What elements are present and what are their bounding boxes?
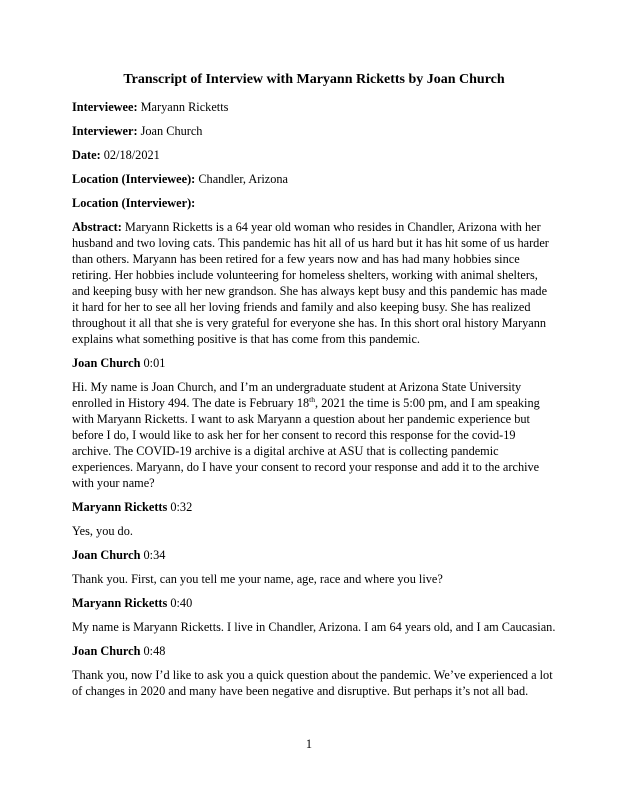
meta-label-location-interviewee: Location (Interviewee): <box>72 172 196 186</box>
speaker-name: Joan Church <box>72 644 141 658</box>
speaker-heading <box>72 355 556 371</box>
abstract-text: Maryann Ricketts is a 64 year old woman who resides in Chandler, Arizona with her husband and two loving cats. This pandemic has hit all of us hard but it has hit some of us harder than others. Maryann has been retired for a few years now and has had many hobbies since retiring. Her hobbies include volunteering for homeless shelters, working with animal shelters, and keeping busy with her new grandson. She has always kept busy and this pandemic has made it hard for her to see all her loving friends and family and also keeping busy. She has realized throughout it all that she is very grateful for everyone she has. In this short oral history Maryann explains what something positive is that has come from this pandemic. <box>72 220 549 346</box>
abstract-paragraph <box>72 219 556 347</box>
speaker-name: Joan Church <box>72 356 141 370</box>
abstract-label: Abstract: <box>72 220 122 234</box>
meta-line-interviewer <box>72 123 556 139</box>
page-number: 1 <box>305 737 313 751</box>
meta-label-date: Date: <box>72 148 101 162</box>
document-title: Transcript of Interview with Maryann Ricketts by Joan Church <box>123 72 505 87</box>
dialogue-section <box>72 643 556 699</box>
meta-line-date <box>72 147 556 163</box>
dialogue-text-after-sup: , 2021 the time is 5:00 pm, and I am speaking with Maryann Ricketts. I want to ask Maryann a question about her pandemic experience but before I do, I would like to ask her for her consent to record this response for the covid-19 archive. The COVID-19 archive is a digital archive at ASU that is collecting pandemic experiences. Maryann, do I have your consent to record your response and add it to the archive with your name? <box>72 396 540 490</box>
timestamp: 0:48 <box>143 644 166 658</box>
speaker-heading <box>72 499 556 515</box>
dialogue-section <box>72 547 556 587</box>
speaker-heading <box>72 595 556 611</box>
speaker-heading <box>72 643 556 659</box>
meta-label-location-interviewer: Location (Interviewer): <box>72 196 196 210</box>
speaker-name: Joan Church <box>72 548 141 562</box>
meta-value-interviewee: Maryann Ricketts <box>140 100 229 114</box>
dialogue-paragraph: Thank you, now I’d like to ask you a quick question about the pandemic. We’ve experienced a lot of changes in 2020 and many have been negative and disruptive. But perhaps it’s not all bad. <box>72 668 553 698</box>
speaker-name: Maryann Ricketts <box>72 596 168 610</box>
timestamp: 0:34 <box>143 548 166 562</box>
dialogue-text-before-sup: Hi. My name is Joan Church, and I’m an undergraduate student at Arizona State University enrolled in History 494. The date is February 18 <box>72 380 522 410</box>
speaker-name: Maryann Ricketts <box>72 500 168 514</box>
dialogue-paragraph <box>72 379 556 491</box>
meta-label-interviewer: Interviewer: <box>72 124 138 138</box>
meta-line-location-interviewer <box>72 195 556 211</box>
dialogue-paragraph: My name is Maryann Ricketts. I live in Chandler, Arizona. I am 64 years old, and I am Caucasian. <box>72 620 556 634</box>
meta-value-interviewer: Joan Church <box>140 124 203 138</box>
meta-value-date: 02/18/2021 <box>103 148 160 162</box>
timestamp: 0:32 <box>170 500 193 514</box>
dialogue-section <box>72 499 556 539</box>
dialogue-section <box>72 355 556 491</box>
superscript-ordinal: th <box>309 394 316 404</box>
meta-label-interviewee: Interviewee: <box>72 100 138 114</box>
meta-line-location-interviewee <box>72 171 556 187</box>
page-number-footer <box>0 736 618 752</box>
dialogue-paragraph: Thank you. First, can you tell me your name, age, race and where you live? <box>72 572 443 586</box>
timestamp: 0:01 <box>143 356 166 370</box>
meta-value-location-interviewee: Chandler, Arizona <box>198 172 289 186</box>
timestamp: 0:40 <box>170 596 193 610</box>
dialogue-section <box>72 595 556 635</box>
meta-line-interviewee <box>72 99 556 115</box>
dialogue-paragraph: Yes, you do. <box>72 524 133 538</box>
speaker-heading <box>72 547 556 563</box>
